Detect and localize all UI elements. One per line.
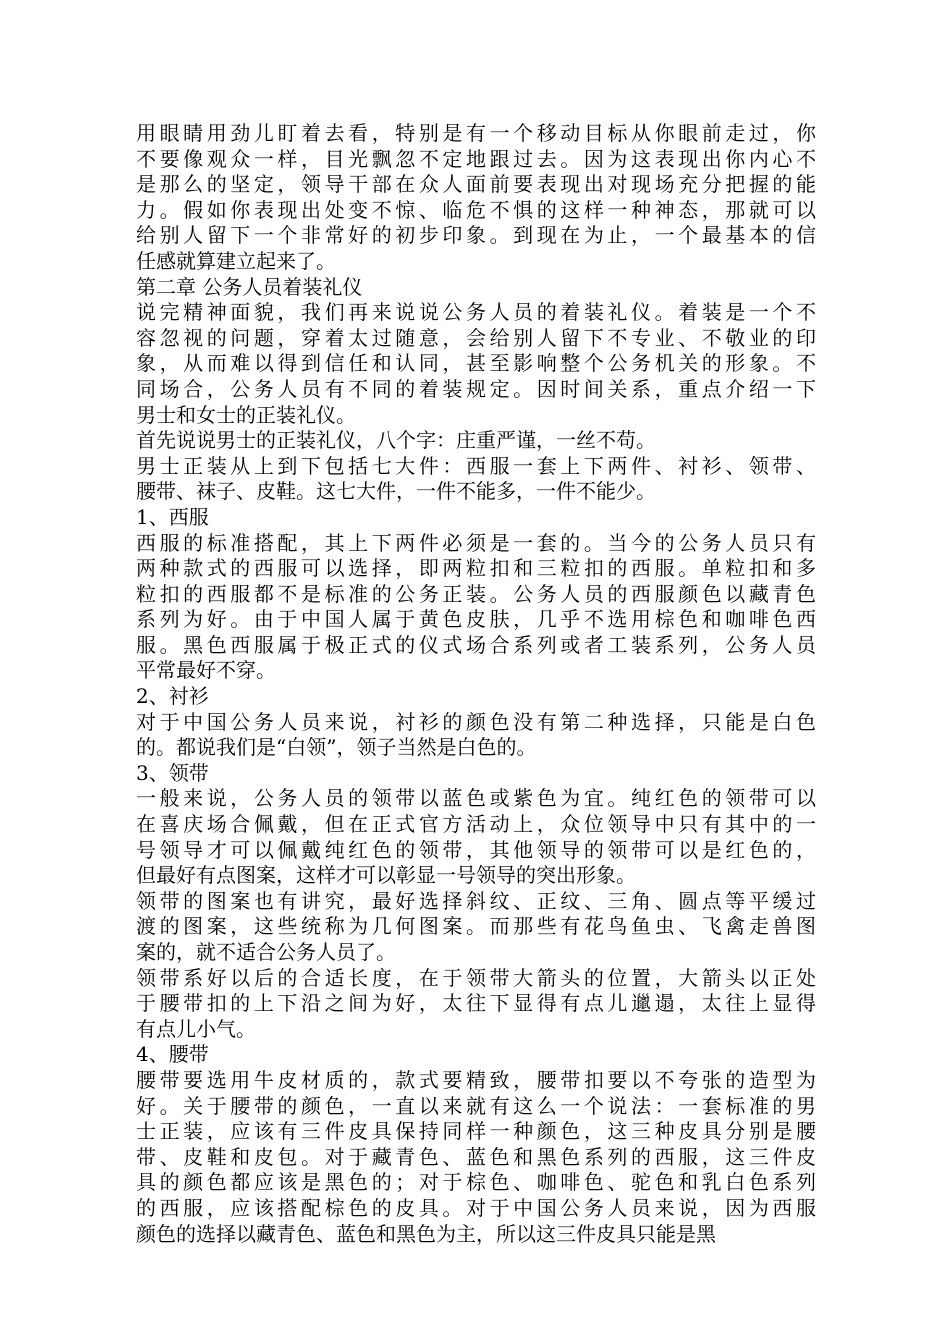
text-line: 粒扣的西服都不是标准的公务正装。公务人员的西服颜色以藏青色 (136, 581, 816, 606)
body-paragraph (136, 889, 816, 966)
text-line: 的西服，应该搭配棕色的皮具。对于中国公务人员来说，因为西服 (136, 1195, 816, 1220)
text-line: 首先说说男士的正装礼仪，八个字：庄重严谨，一丝不苟。 (136, 428, 656, 453)
text-line: 带、皮鞋和皮包。对于藏青色、蓝色和黑色系列的西服，这三件皮 (136, 1144, 816, 1169)
text-line: 一般来说，公务人员的领带以蓝色或紫色为宜。纯红色的领带可以 (136, 786, 816, 811)
text-line: 给别人留下一个非常好的初步印象。到现在为止，一个最基本的信 (136, 223, 816, 248)
body-paragraph (136, 786, 816, 888)
text-line: 平常最好不穿。 (136, 658, 276, 683)
text-line: 是那么的坚定，领导干部在众人面前要表现出对现场充分把握的能 (136, 172, 816, 197)
text-line: 渡的图案，这些统称为几何图案。而那些有花鸟鱼虫、飞禽走兽图 (136, 914, 816, 939)
text-line: 案的，就不适合公务人员了。 (136, 940, 396, 964)
body-paragraph (136, 531, 816, 685)
text-line: 有点儿小气。 (136, 1016, 256, 1041)
section-heading (136, 505, 816, 531)
text-line: 4、腰带 (136, 1042, 209, 1067)
text-line: 容忽视的问题，穿着太过随意，会给别人留下不专业、不敬业的印 (136, 325, 816, 350)
text-line: 力。假如你表现出处变不惊、临危不惧的这样一种神态，那就可以 (136, 197, 816, 222)
text-line: 领带系好以后的合适长度，在于领带大箭头的位置，大箭头以正处 (136, 965, 816, 990)
body-paragraph (136, 966, 816, 1043)
text-line: 2、衬衫 (136, 684, 209, 709)
document-page (136, 121, 816, 1247)
text-line: 男士和女士的正装礼仪。 (136, 402, 356, 427)
body-paragraph (136, 300, 816, 428)
text-line: 服。黑色西服属于极正式的仪式场合系列或者工装系列，公务人员 (136, 632, 816, 657)
section-heading (136, 684, 816, 710)
text-line: 在喜庆场合佩戴，但在正式官方活动上，众位领导中只有其中的一 (136, 812, 816, 837)
section-heading (136, 1042, 816, 1068)
text-line: 腰带要选用牛皮材质的，款式要精致，腰带扣要以不夸张的造型为 (136, 1067, 816, 1092)
text-line: 好。关于腰带的颜色，一直以来就有这么一个说法：一套标准的男 (136, 1093, 816, 1118)
text-line: 系列为好。由于中国人属于黄色皮肤，几乎不选用棕色和咖啡色西 (136, 607, 816, 632)
text-line: 任感就算建立起来了。 (136, 248, 336, 273)
text-line: 西服的标准搭配，其上下两件必须是一套的。当今的公务人员只有 (136, 530, 816, 555)
section-heading (136, 275, 816, 301)
text-line: 用眼睛用劲儿盯着去看，特别是有一个移动目标从你眼前走过，你 (136, 121, 816, 145)
text-line: 同场合，公务人员有不同的着装规定。因时间关系，重点介绍一下 (136, 376, 816, 401)
text-line: 士正装，应该有三件皮具保持同样一种颜色，这三种皮具分别是腰 (136, 1119, 816, 1144)
text-line: 男士正装从上到下包括七大件：西服一套上下两件、衬衫、领带、 (136, 453, 816, 478)
text-line: 两种款式的西服可以选择，即两粒扣和三粒扣的西服。单粒扣和多 (136, 556, 816, 581)
text-line: 但最好有点图案，这样才可以彰显一号领导的突出形象。 (136, 863, 636, 888)
text-line: 号领导才可以佩戴纯红色的领带，其他领导的领带可以是红色的， (136, 837, 816, 862)
text-line: 具的颜色都应该是黑色的；对于棕色、咖啡色、驼色和乳白色系列 (136, 1170, 816, 1195)
body-paragraph (136, 1068, 816, 1247)
body-paragraph (136, 710, 816, 761)
text-line: 象，从而难以得到信任和认同，甚至影响整个公务机关的形象。不 (136, 351, 816, 376)
text-line: 3、领带 (136, 760, 209, 785)
section-heading (136, 761, 816, 787)
text-line: 1、西服 (136, 504, 209, 529)
text-line: 于腰带扣的上下沿之间为好，太往下显得有点儿邋遢，太往上显得 (136, 991, 816, 1016)
body-paragraph (136, 121, 816, 275)
text-line: 第二章 公务人员着装礼仪 (136, 274, 363, 299)
body-paragraph (136, 428, 816, 454)
text-line: 说完精神面貌，我们再来说说公务人员的着装礼仪。着装是一个不 (136, 300, 816, 325)
text-line: 领带的图案也有讲究，最好选择斜纹、正纹、三角、圆点等平缓过 (136, 888, 816, 913)
body-paragraph (136, 454, 816, 505)
text-line: 不要像观众一样，目光飘忽不定地跟过去。因为这表现出你内心不 (136, 146, 816, 171)
text-line: 对于中国公务人员来说，衬衫的颜色没有第二种选择，只能是白色 (136, 709, 816, 734)
text-line: 的。都说我们是“白领”，领子当然是白色的。 (136, 735, 537, 760)
text-line: 腰带、袜子、皮鞋。这七大件，一件不能多，一件不能少。 (136, 479, 656, 504)
text-line: 颜色的选择以藏青色、蓝色和黑色为主，所以这三件皮具只能是黑 (136, 1221, 716, 1246)
